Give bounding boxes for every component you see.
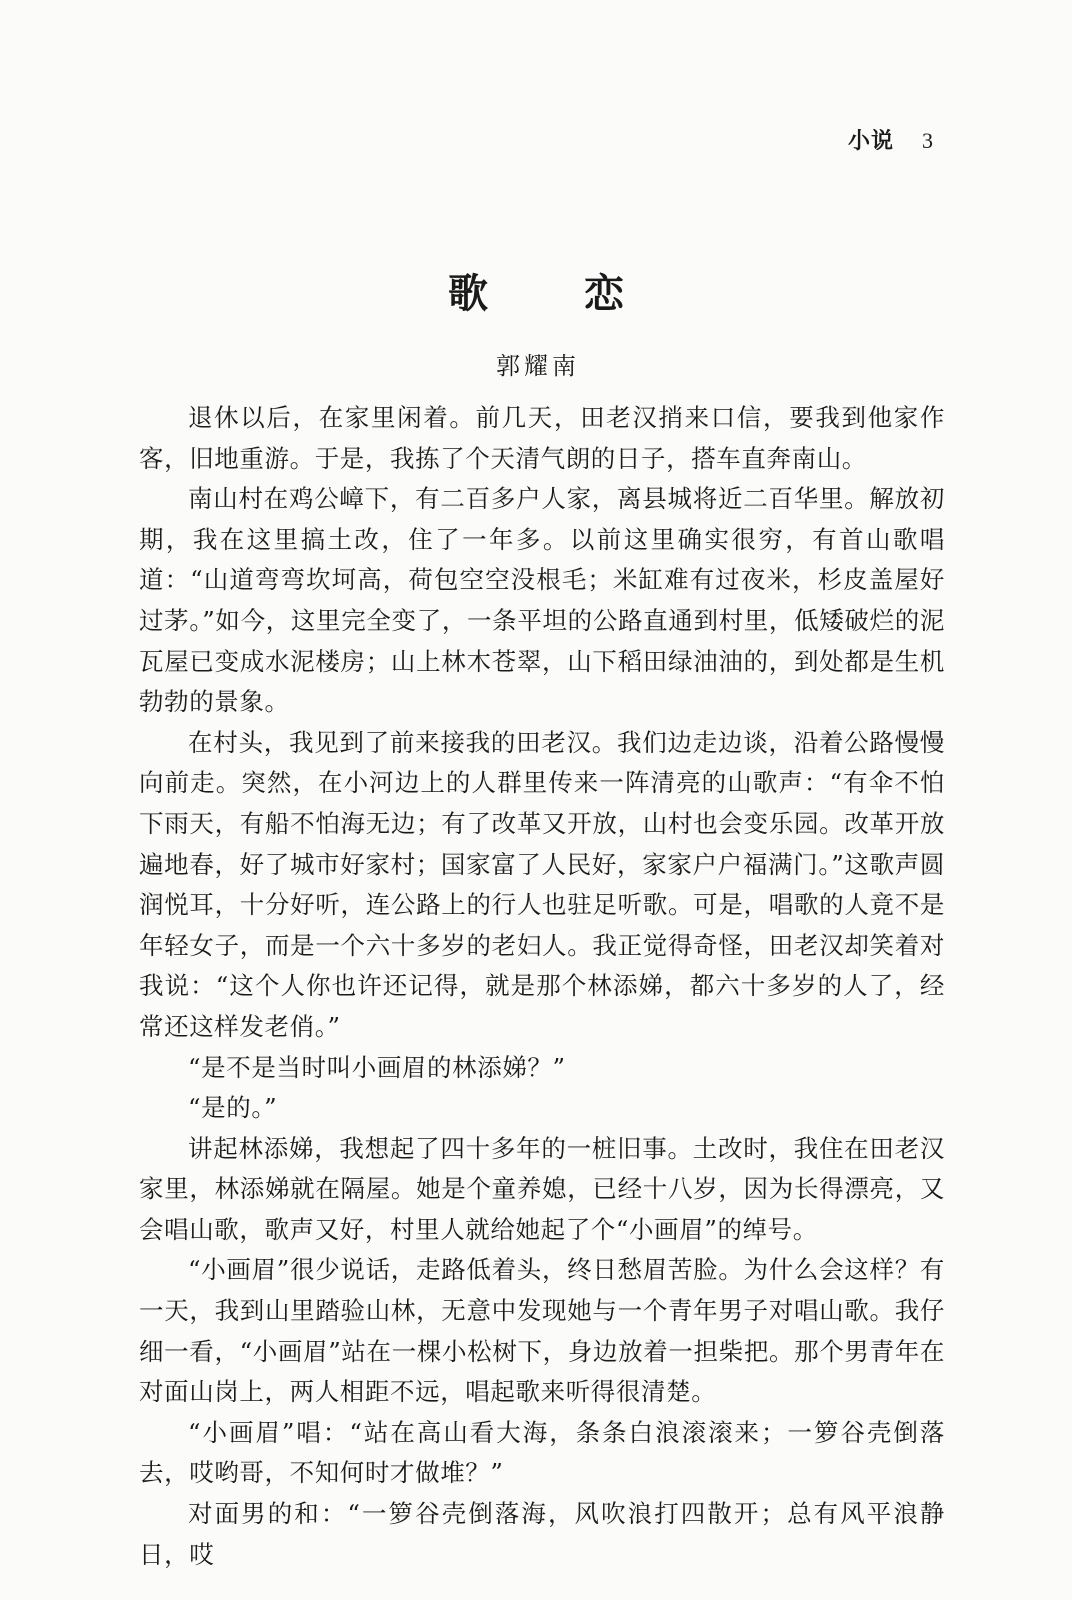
paragraph: 讲起林添娣，我想起了四十多年的一桩旧事。土改时，我住在田老汉家里，林添娣就在隔屋。她是个童养媳，已经十八岁，因为长得漂亮，又会唱山歌，歌声又好，村里人就给她起了个“小画眉”的绰号。 <box>139 1133 945 1244</box>
article-body <box>139 398 945 1575</box>
running-head <box>848 124 934 155</box>
paragraph: “小画眉”唱：“站在高山看大海，条条白浪滚滚来；一箩谷壳倒落去，哎哟哥，不知何时才做堆？” <box>139 1417 945 1488</box>
page-number: 3 <box>922 128 934 153</box>
paragraph: 退休以后，在家里闲着。前几天，田老汉捎来口信，要我到他家作客，旧地重游。于是，我拣了个天清气朗的日子，搭车直奔南山。 <box>139 403 945 473</box>
section-label: 小说 <box>847 129 894 154</box>
paragraph: 对面男的和：“一箩谷壳倒落海，风吹浪打四散开；总有风平浪静日，哎 <box>139 1499 945 1569</box>
paragraph: 南山村在鸡公嶂下，有二百多户人家，离县城将近二百华里。解放初期，我在这里搞土改，住了一年多。以前这里确实很穷，有首山歌唱道：“山道弯弯坎坷高，荷包空空没根毛；米缸难有过夜米，杉皮盖屋好过茅。”如今，这里完全变了，一条平坦的公路直通到村里，低矮破烂的泥瓦屋已变成水泥楼房；山上林木苍翠，山下稻田绿油油的，到处都是生机勃勃的景象。 <box>139 484 945 717</box>
paragraph: 在村头，我见到了前来接我的田老汉。我们边走边谈，沿着公路慢慢向前走。突然，在小河边上的人群里传来一阵清亮的山歌声：“有伞不怕下雨天，有船不怕海无边；有了改革又开放，山村也会变乐园。改革开放遍地春，好了城市好家村；国家富了人民好，家家户户福满门。”这歌声圆润悦耳，十分好听，连公路上的行人也驻足听歌。可是，唱歌的人竟不是年轻女子，而是一个六十多岁的老妇人。我正觉得奇怪，田老汉却笑着对我说：“这个人你也许还记得，就是那个林添娣，都六十多岁的人了，经常还这样发老俏。” <box>139 727 945 1041</box>
paragraph: “小画眉”很少说话，走路低着头，终日愁眉苦脸。为什么会这样？有一天，我到山里踏验山林，无意中发现她与一个青年男子对唱山歌。我仔细一看，“小画眉”站在一棵小松树下，身边放着一担柴把。那个男青年在对面山岗上，两人相距不远，唱起歌来听得很清楚。 <box>139 1255 945 1407</box>
article-title: 歌 恋 <box>448 271 652 317</box>
article-author: 郭耀南 <box>496 352 580 380</box>
paragraph: “是不是当时叫小画眉的林添娣？” <box>188 1052 566 1082</box>
paragraph: “是的。” <box>188 1093 278 1123</box>
